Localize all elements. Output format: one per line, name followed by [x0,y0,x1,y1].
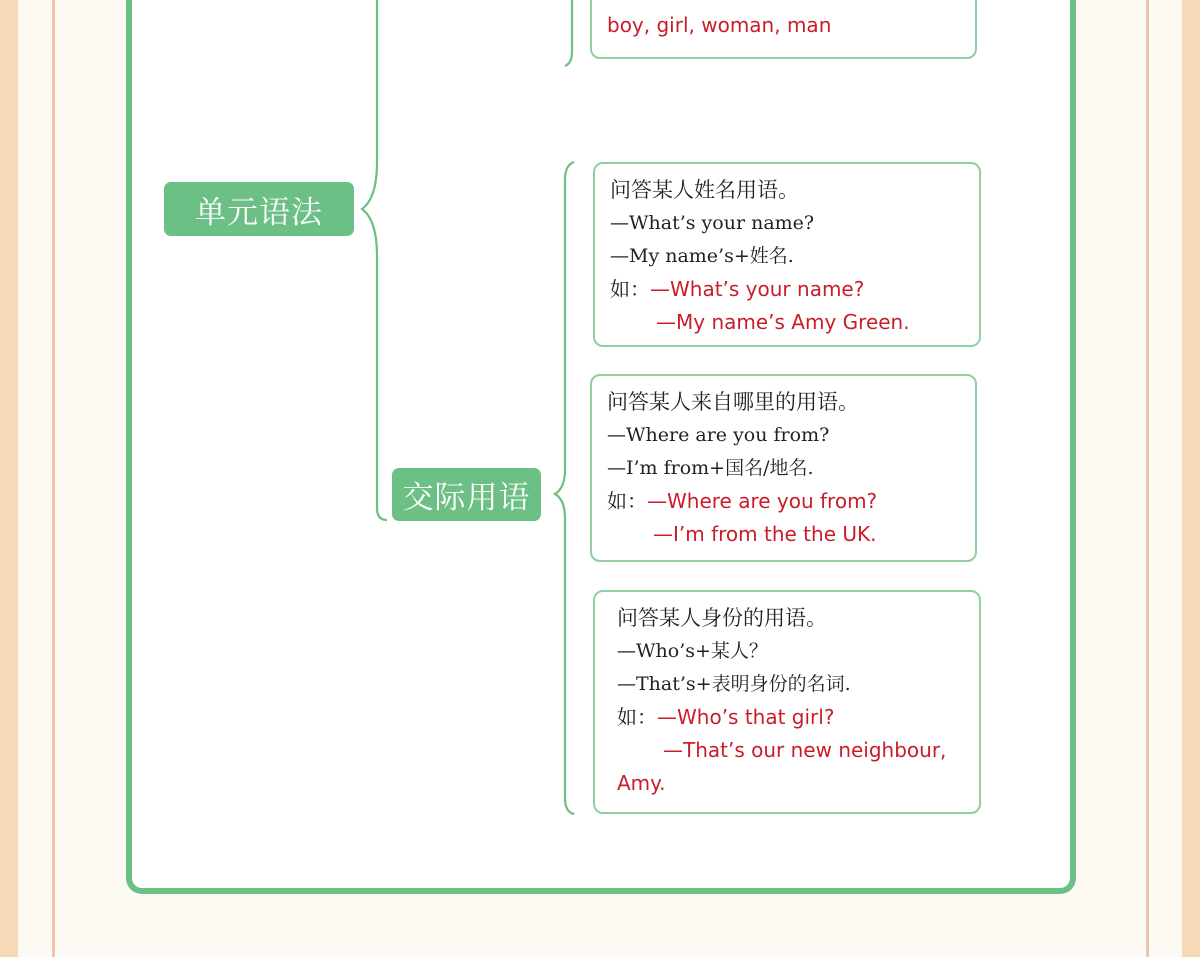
card-title: 问答某人姓名用语。 [610,178,799,202]
connector-root-brace [362,0,387,520]
grammar-example-text: boy, girl, woman, man [607,13,832,37]
origin-question-card [590,374,977,562]
card-example-question [610,273,969,306]
communication-node: 交际用语 [392,468,541,521]
card-answer-pattern: —I’m from+国名/地名. [607,457,814,479]
card-example-question [607,485,965,518]
identity-question-card [593,590,981,814]
card-question-pattern: —What’s your name? [610,212,815,234]
card-example-answer [607,518,965,551]
card-example-answer [610,306,969,339]
card-example-answer-tail: Amy. [617,771,666,795]
example-question-text: —Who’s that girl? [657,705,835,729]
example-question-text: —Where are you from? [647,489,878,513]
example-label: 如： [617,705,657,729]
card-answer-pattern: —My name’s+姓名. [610,245,794,267]
card-answer-pattern: —That’s+表明身份的名词. [617,673,851,695]
example-answer-text: —My name’s Amy Green. [656,310,910,334]
card-question-pattern: —Where are you from? [607,424,830,446]
card-title: 问答某人来自哪里的用语。 [607,390,859,414]
grammar-example-card [590,0,977,59]
connector-communication-brace [555,162,574,814]
card-title: 问答某人身份的用语。 [617,606,827,630]
card-question-pattern: —Who’s+某人？ [617,640,768,662]
connector-grammar-brace [565,0,572,66]
grammar-node: 单元语法 [164,182,354,236]
example-label: 如： [607,489,647,513]
example-answer-text: —I’m from the the UK. [653,522,877,546]
example-question-text: —What’s your name? [650,277,865,301]
example-answer-text: —That’s our new neighbour, [663,738,947,762]
name-question-card [593,162,981,347]
card-example-answer [617,734,969,767]
card-example-question [617,701,969,734]
example-label: 如： [610,277,650,301]
